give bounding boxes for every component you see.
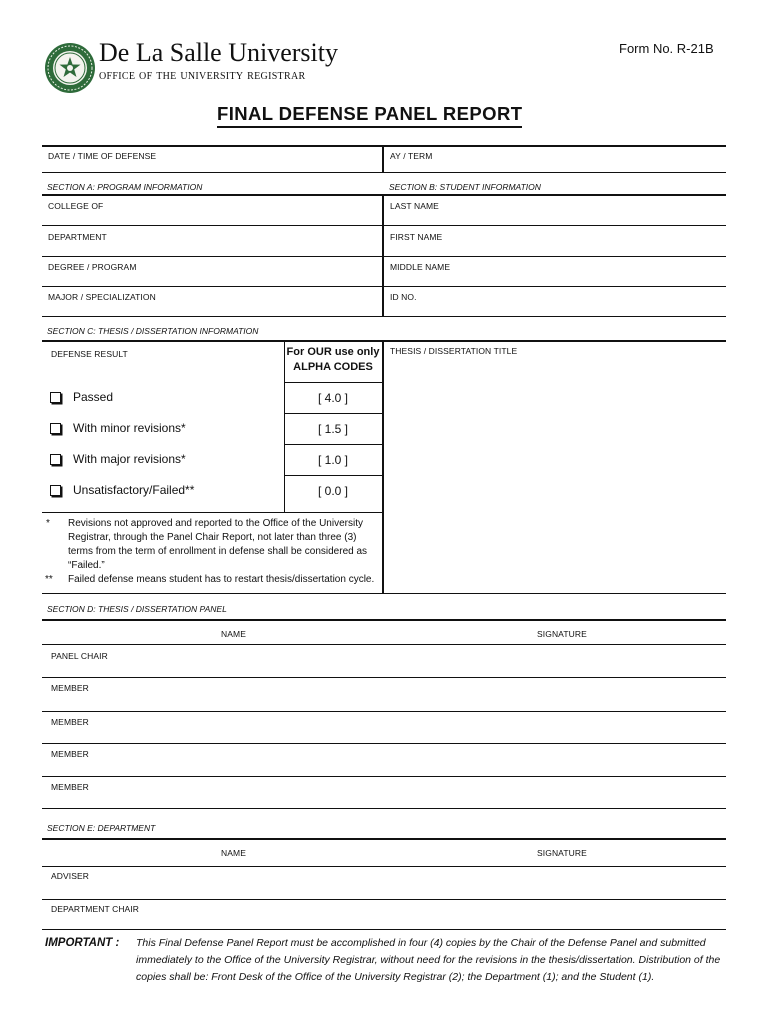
section-c-heading: SECTION C: THESIS / DISSERTATION INFORMATION (47, 326, 259, 336)
university-name: De La Salle University (99, 38, 338, 67)
rule (42, 593, 726, 594)
rule (284, 475, 382, 476)
ay-term-field-label: AY / TERM (390, 151, 433, 161)
rule (42, 194, 726, 196)
alpha-code: [ 1.0 ] (317, 453, 349, 467)
section-a-heading: SECTION A: PROGRAM INFORMATION (47, 182, 203, 192)
option-major-revisions[interactable] (50, 452, 186, 466)
section-b-heading: SECTION B: STUDENT INFORMATION (389, 182, 541, 192)
option-passed[interactable] (50, 390, 113, 404)
university-seal-logo (44, 42, 96, 94)
rule (42, 256, 726, 257)
department-chair-row-label: DEPARTMENT CHAIR (51, 904, 140, 914)
degree-program-field-label: DEGREE / PROGRAM (48, 262, 137, 272)
rule (42, 512, 382, 513)
rule (42, 644, 726, 645)
checkbox[interactable] (50, 423, 61, 434)
rule (42, 619, 726, 621)
signature-column-header: SIGNATURE (537, 848, 587, 858)
date-time-field-label: DATE / TIME OF DEFENSE (48, 151, 157, 161)
divider (382, 194, 384, 316)
rule (42, 838, 726, 840)
our-use-line1: For OUR use only (286, 346, 380, 358)
divider (382, 340, 384, 593)
rule (42, 677, 726, 678)
last-name-field-label: LAST NAME (390, 201, 439, 211)
rule (42, 776, 726, 777)
member-row-label: MEMBER (51, 717, 89, 727)
option-label: With major revisions* (73, 452, 186, 466)
rule (42, 743, 726, 744)
failed-note: Failed defense means student has to restart thesis/dissertation cycle. (68, 574, 375, 585)
signature-column-header: SIGNATURE (537, 629, 587, 639)
member-row-label: MEMBER (51, 782, 89, 792)
name-column-header: NAME (221, 629, 246, 639)
option-label: With minor revisions* (73, 421, 186, 435)
checkbox[interactable] (50, 454, 61, 465)
note-mark: ** (45, 574, 53, 585)
department-field-label: DEPARTMENT (48, 232, 107, 242)
alpha-code: [ 0.0 ] (317, 484, 349, 498)
form-title: FINAL DEFENSE PANEL REPORT (217, 103, 522, 128)
rule (42, 929, 726, 930)
rule (42, 340, 726, 342)
member-row-label: MEMBER (51, 749, 89, 759)
defense-result-label: DEFENSE RESULT (51, 349, 128, 359)
note-mark: * (46, 518, 50, 529)
option-label: Passed (73, 390, 114, 404)
college-field-label: COLLEGE OF (48, 201, 104, 211)
our-use-header (284, 345, 382, 375)
rule (42, 711, 726, 712)
option-unsatisfactory-failed[interactable] (50, 483, 194, 497)
important-text: This Final Defense Panel Report must be accomplished in four (4) copies by the Chair of the Defense Panel and submitted immediately to the Office of the University Registrar, without need for the revisions in the thesis/dissertation. Distribution of the copies shall be: Front Desk of the Office of the University Registrar (2); the Department (1); and the Student (1). (136, 937, 721, 983)
checkbox[interactable] (50, 392, 61, 403)
thesis-title-label: THESIS / DISSERTATION TITLE (390, 346, 518, 356)
option-minor-revisions[interactable] (50, 421, 186, 435)
name-column-header: NAME (221, 848, 246, 858)
first-name-field-label: FIRST NAME (390, 232, 443, 242)
revisions-note: Revisions not approved and reported to the Office of the University Registrar, through the Panel Chair Report, not later than three (3) terms from the term of enrollment in defense shall be considered as “Failed.” (68, 518, 368, 571)
rule (42, 899, 726, 900)
section-e-heading: SECTION E: DEPARTMENT (47, 823, 156, 833)
rule (284, 382, 382, 383)
divider (382, 145, 384, 172)
section-d-heading: SECTION D: THESIS / DISSERTATION PANEL (47, 604, 227, 614)
alpha-codes-line: ALPHA CODES (293, 361, 373, 373)
rule (42, 172, 726, 173)
rule (284, 444, 382, 445)
id-no-field-label: ID NO. (390, 292, 417, 302)
important-label: IMPORTANT : (45, 937, 120, 949)
middle-name-field-label: MIDDLE NAME (390, 262, 451, 272)
form-number: Form No. R-21B (619, 41, 714, 56)
adviser-row-label: ADVISER (51, 871, 90, 881)
rule (42, 145, 726, 147)
rule (42, 225, 726, 226)
alpha-code: [ 1.5 ] (317, 422, 349, 436)
rule (42, 316, 726, 317)
rule (42, 286, 726, 287)
alpha-code: [ 4.0 ] (317, 391, 349, 405)
rule (284, 413, 382, 414)
member-row-label: MEMBER (51, 683, 89, 693)
rule (42, 866, 726, 867)
rule (42, 808, 726, 809)
major-specialization-field-label: MAJOR / SPECIALIZATION (48, 292, 156, 302)
option-label: Unsatisfactory/Failed** (73, 483, 195, 497)
office-name: office of the university registrar (99, 68, 306, 83)
panel-chair-row-label: PANEL CHAIR (51, 651, 108, 661)
checkbox[interactable] (50, 485, 61, 496)
